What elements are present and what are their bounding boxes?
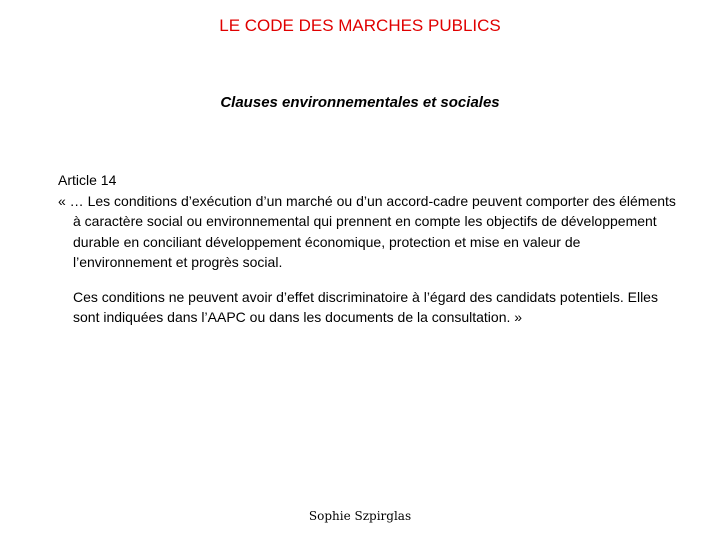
slide-title: LE CODE DES MARCHES PUBLICS [219, 16, 501, 35]
article-content [58, 170, 678, 328]
article-heading: Article 14 [58, 172, 117, 188]
author-footer: Sophie Szpirglas [308, 509, 412, 523]
article-paragraph-1: « … Les conditions d’exécution d’un marché ou d’un accord-cadre peuvent comporter des éléments à caractère social ou environnemental qui prennent en compte les objectifs de développement durable en conciliant développement économique, protection et mise en valeur de l’environnement et progrès social. [58, 192, 676, 270]
slide-subtitle: Clauses environnementales et sociales [220, 94, 500, 111]
article-paragraph-2: Ces conditions ne peuvent avoir d’effet discriminatoire à l’égard des candidats potentiels. Elles sont indiquées dans l’AAPC ou dans les documents de la consultation. » [73, 288, 658, 325]
